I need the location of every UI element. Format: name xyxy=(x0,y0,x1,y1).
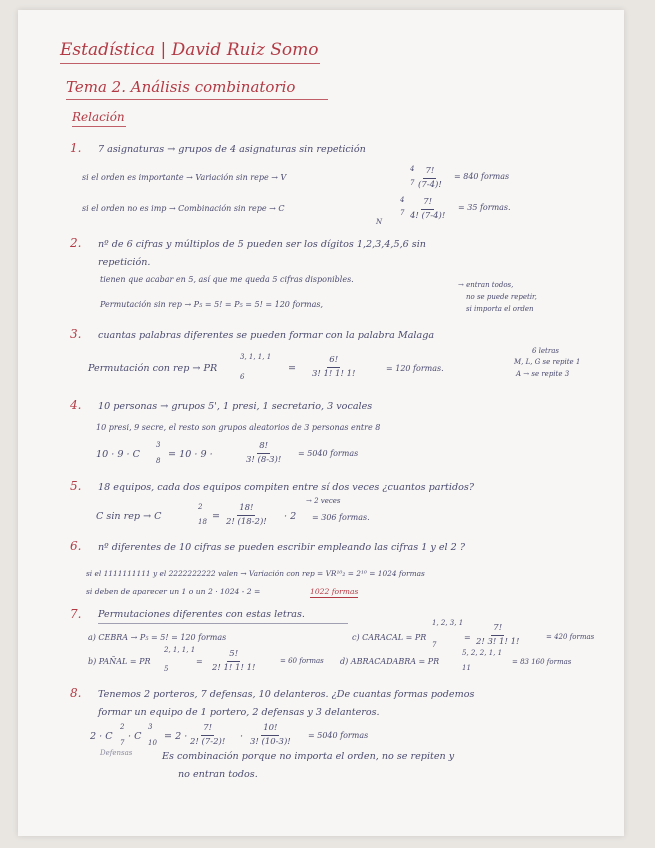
ex2-line2: Permutación sin rep → P₅ = 5! = P₅ = 5! = 120 formas, xyxy=(100,300,324,309)
ex2-note-2: no se puede repetir, xyxy=(466,293,537,301)
ex1-line2-sub: 7 xyxy=(400,209,405,217)
ex3-line-sub: 6 xyxy=(240,373,245,381)
ex1-line2-prefix: si el orden no es imp → Combinación sin repe → C xyxy=(82,204,285,213)
ex7-a: a) CEBRA → P₅ = 5! = 120 formas xyxy=(88,633,227,642)
ex5-number: 5. xyxy=(70,479,82,493)
ex6-line1: si el 1111111111 y el 2222222222 valen → Variación con rep = VR¹⁰₂ = 2¹⁰ = 1024 formas xyxy=(86,569,425,578)
ex1-number: 1. xyxy=(70,141,82,155)
ex1-line1-sup: 4 xyxy=(410,165,415,173)
ex1-statement: 7 asignaturas → grupos de 4 asignaturas sin repetición xyxy=(98,144,366,155)
ex1-line2-fraction xyxy=(410,198,445,220)
ex1-line1-sub: 7 xyxy=(410,179,415,187)
ex3-note-1: 6 letras xyxy=(532,347,559,355)
ex4-line2-sub: 8 xyxy=(156,457,161,465)
ex3-num: 6! xyxy=(327,356,340,368)
ex2-note-3: si importa el orden xyxy=(466,305,534,313)
ex4-line2-prefix: 10 · 9 · C xyxy=(96,449,140,460)
ex5-statement: 18 equipos, cada dos equipos compiten entre sí dos veces ¿cuantos partidos? xyxy=(98,482,474,493)
ex7-c-result: = 420 formas xyxy=(546,633,595,641)
ex1-line1-result: = 840 formas xyxy=(454,172,510,181)
ex7-c-sup: 1, 2, 3, 1 xyxy=(432,619,464,627)
ex8-note-left: Defensas xyxy=(100,749,133,757)
ex8-num-1: 7! xyxy=(201,724,214,736)
ex3-number: 3. xyxy=(70,327,82,341)
ex2-line1: tienen que acabar en 5, así que me queda 5 cifras disponibles. xyxy=(100,275,354,284)
ex7-statement: Permutaciones diferentes con estas letras. xyxy=(98,609,305,620)
ex7-b-sub: 5 xyxy=(164,665,169,673)
ex8-statement: Tenemos 2 porteros, 7 defensas, 10 delanteros. ¿De cuantas formas podemos xyxy=(98,689,475,700)
topic-underline xyxy=(66,99,328,100)
ex5-fraction xyxy=(226,504,267,526)
notebook-page xyxy=(18,10,624,836)
ex4-fraction xyxy=(246,442,281,464)
ex1-line2-sup: 4 xyxy=(400,196,405,204)
ex8-number: 8. xyxy=(70,686,82,700)
ex7-number: 7. xyxy=(70,607,82,621)
ex3-note-3: A → se repite 3 xyxy=(516,370,570,378)
ex8-conclusion-1: Es combinación porque no importa el orden, no se repiten y xyxy=(162,751,455,762)
ex7-d-result: = 83 160 formas xyxy=(512,658,572,666)
ex7-b-result: = 60 formas xyxy=(280,657,324,665)
ex8-line-prefix: 2 · C xyxy=(90,731,113,742)
ex8-statement-2: formar un equipo de 1 portero, 2 defensas y 3 delanteros. xyxy=(98,707,380,718)
ex3-fraction xyxy=(312,356,355,378)
ex8-fraction-2 xyxy=(250,724,291,746)
ex1-line2-den: 4! (7-4)! xyxy=(410,210,446,221)
ex7-underline xyxy=(98,623,348,624)
ex2-statement-2: repetición. xyxy=(98,257,151,268)
ex1-line1-prefix: si el orden es importante → Variación sin repe → V xyxy=(82,173,287,182)
ex4-num: 8! xyxy=(257,442,270,454)
ex8-line-mid: · C xyxy=(128,731,142,742)
ex7-b-equals: = xyxy=(196,657,203,666)
ex5-equals: = xyxy=(212,511,221,522)
ex7-c-den: 2! 3! 1! 1! xyxy=(476,636,520,647)
ex7-b-fraction xyxy=(212,650,255,672)
ex8-line-sub2: 10 xyxy=(148,739,157,747)
ex8-fraction-1 xyxy=(190,724,225,746)
ex7-b-sup: 2, 1, 1, 1 xyxy=(164,646,196,654)
ex5-num: 18! xyxy=(237,504,255,516)
ex7-c-num: 7! xyxy=(491,624,504,636)
ex8-line-sup2: 3 xyxy=(148,723,153,731)
ex5-result: = 306 formas. xyxy=(312,513,370,522)
ex2-statement: nº de 6 cifras y múltiplos de 5 pueden ser los dígitos 1,2,3,4,5,6 sin xyxy=(98,239,426,250)
ex7-b-num: 5! xyxy=(227,650,240,662)
ex1-line1-num: 7! xyxy=(423,167,436,179)
ex7-b-den: 2! 1! 1! 1! xyxy=(212,662,256,673)
ex4-line2-mid: = 10 · 9 · xyxy=(168,449,213,460)
ex1-line2-result: = 35 formas. xyxy=(458,203,511,212)
section-underline xyxy=(72,126,126,127)
ex1-line2-note: N xyxy=(376,218,383,226)
ex2-number: 2. xyxy=(70,236,82,250)
ex7-c-fraction xyxy=(476,624,519,646)
ex6-statement: nº diferentes de 10 cifras se pueden escribir empleando las cifras 1 y el 2 ? xyxy=(98,542,465,553)
ex3-statement: cuantas palabras diferentes se pueden formar con la palabra Malaga xyxy=(98,330,435,341)
ex6-line2-result: 1022 formas xyxy=(310,587,359,596)
ex8-line-sub1: 7 xyxy=(120,739,125,747)
ex3-result: = 120 formas. xyxy=(386,364,444,373)
ex4-line1: 10 presi, 9 secre, el resto son grupos aleatorios de 3 personas entre 8 xyxy=(96,423,381,432)
ex4-statement: 10 personas → grupos 5', 1 presi, 1 secretario, 3 vocales xyxy=(98,401,373,412)
ex3-line-sup: 3, 1, 1, 1 xyxy=(240,353,272,361)
ex4-den: 3! (8-3)! xyxy=(246,454,282,465)
ex7-d-sup: 5, 2, 2, 1, 1 xyxy=(462,649,503,657)
ex7-d-prefix: d) ABRACADABRA = PR xyxy=(340,657,440,666)
ex5-mult: · 2 xyxy=(284,511,297,522)
ex8-den-2: 3! (10-3)! xyxy=(250,736,291,747)
section-title: Relación xyxy=(72,110,125,124)
ex5-note: → 2 veces xyxy=(306,497,341,505)
ex2-note-1: → entran todos, xyxy=(458,281,514,289)
ex4-number: 4. xyxy=(70,398,82,412)
topic-title: Tema 2. Análisis combinatorio xyxy=(66,78,296,96)
ex3-den: 3! 1! 1! 1! xyxy=(312,368,356,379)
ex3-line-prefix: Permutación con rep → PR xyxy=(88,363,218,374)
ex4-line2-sup: 3 xyxy=(156,441,161,449)
ex3-equals: = xyxy=(288,363,297,374)
ex4-result: = 5040 formas xyxy=(298,449,359,458)
ex1-line1-fraction xyxy=(418,167,442,189)
ex6-line2-prefix: si deben de aparecer un 1 o un 2 · 1024 - 2 = xyxy=(86,587,261,596)
ex3-note-2: M, L, G se repite 1 xyxy=(514,358,581,366)
ex5-line-sub: 18 xyxy=(198,518,207,526)
ex1-line1-den: (7-4)! xyxy=(418,179,442,190)
ex7-c-equals: = xyxy=(464,633,471,642)
ex1-line2-num: 7! xyxy=(421,198,434,210)
ex8-line-eq: = 2 · xyxy=(164,731,188,742)
ex5-line-prefix: C sin rep → C xyxy=(96,511,162,522)
ex8-result: = 5040 formas xyxy=(308,731,369,740)
ex7-d-sub: 11 xyxy=(462,664,471,672)
document-title: Estadística | David Ruiz Somo xyxy=(60,40,319,60)
ex5-den: 2! (18-2)! xyxy=(226,516,267,527)
ex5-line-sup: 2 xyxy=(198,503,203,511)
ex8-den-1: 2! (7-2)! xyxy=(190,736,226,747)
ex8-num-2: 10! xyxy=(261,724,279,736)
title-underline xyxy=(60,63,320,64)
ex8-dot: · xyxy=(240,731,244,742)
ex7-b-prefix: b) PAÑAL = PR xyxy=(88,657,151,666)
ex6-number: 6. xyxy=(70,539,82,553)
ex7-c-prefix: c) CARACAL = PR xyxy=(352,633,427,642)
ex8-conclusion-2: no entran todos. xyxy=(178,769,258,780)
ex7-c-sub: 7 xyxy=(432,641,437,649)
ex8-line-sup1: 2 xyxy=(120,723,125,731)
